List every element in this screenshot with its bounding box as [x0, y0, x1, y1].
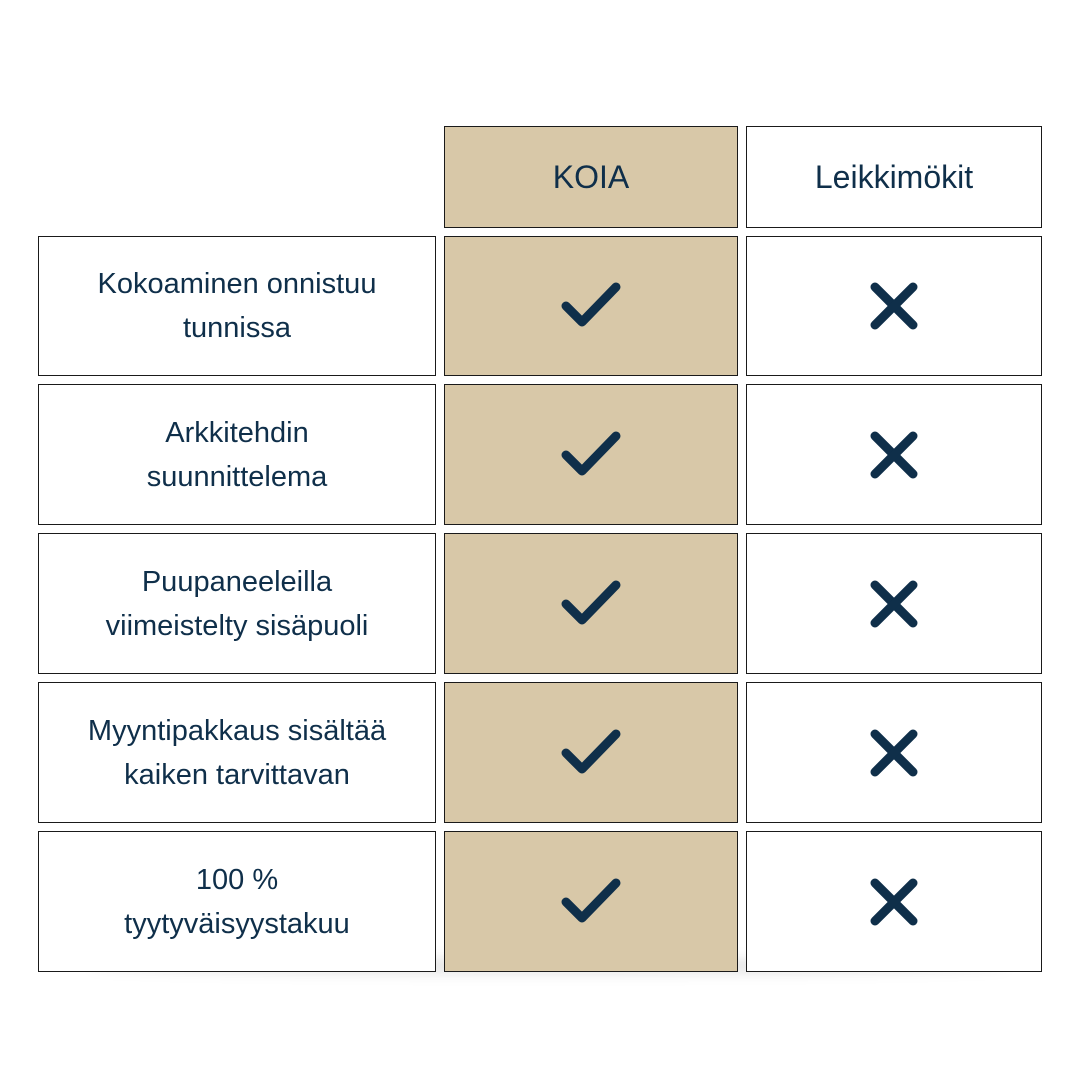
header-leikkimokit [746, 126, 1042, 228]
row-label: Myyntipakkaus sisältää kaiken tarvittavan [87, 714, 387, 791]
table-row-label [38, 682, 436, 823]
check-icon [444, 236, 738, 376]
check-icon [444, 384, 738, 525]
check-icon [444, 533, 738, 674]
header-koia [444, 126, 738, 228]
cross-icon [746, 533, 1042, 674]
cross-icon [746, 831, 1042, 972]
row-label: Puupaneeleilla viimeistelty sisäpuoli [105, 565, 369, 642]
table-row-label [38, 533, 436, 674]
check-icon [444, 831, 738, 972]
cross-icon [746, 384, 1042, 525]
cross-icon [746, 236, 1042, 376]
row-label: 100 % tyytyväisyystakuu [124, 863, 350, 940]
check-icon [444, 682, 738, 823]
table-row-label [38, 831, 436, 972]
header-koia-label: KOIA [552, 158, 630, 195]
row-label: Arkkitehdin suunnittelema [146, 416, 328, 493]
cross-icon [746, 682, 1042, 823]
table-row-label [38, 236, 436, 376]
header-leikkimokit-label: Leikkimökit [814, 158, 974, 195]
row-label: Kokoaminen onnistuu tunnissa [97, 268, 377, 344]
table-row-label [38, 384, 436, 525]
